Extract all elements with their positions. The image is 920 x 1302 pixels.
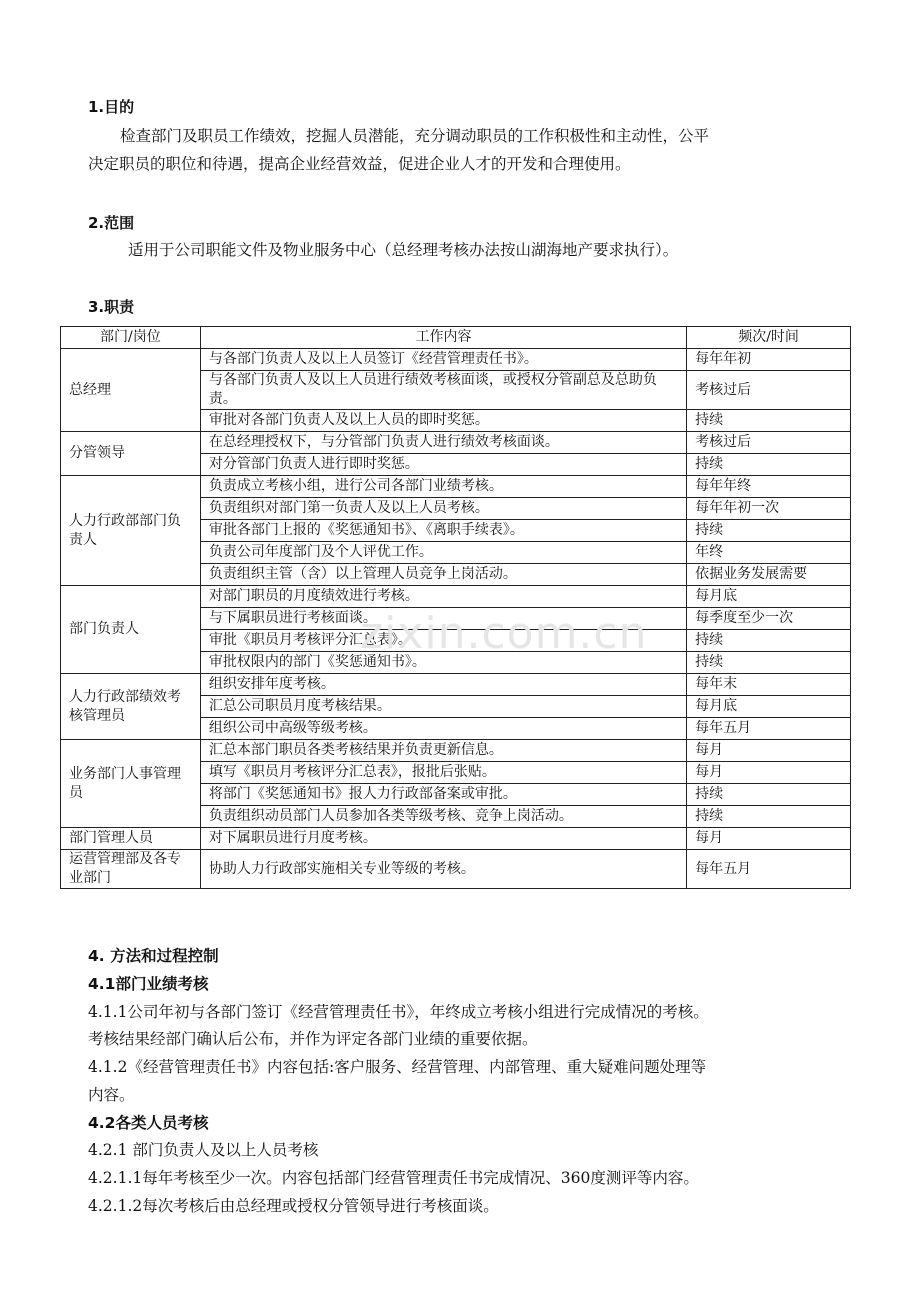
content-cell: 审批对各部门负责人及以上人员的即时奖惩。 [200,410,686,432]
frequency-cell: 每年末 [687,674,851,696]
content-cell: 将部门《奖惩通知书》报人力行政部备案或审批。 [200,784,686,806]
section-1-line-2: 决定职员的职位和待遇，提高企业经营效益，促进企业人才的开发和合理使用。 [88,155,631,173]
frequency-cell: 持续 [687,410,851,432]
content-cell: 组织公司中高级等级考核。 [200,718,686,740]
table-row [61,349,851,371]
frequency-cell: 依据业务发展需要 [687,564,851,586]
header-dept: 部门/岗位 [61,327,201,349]
section-4-title: 4. 方法和过程控制 [88,947,219,965]
section-4-1-title: 4.1部门业绩考核 [88,975,209,993]
frequency-cell: 每季度至少一次 [687,608,851,630]
frequency-cell: 每月 [687,762,851,784]
frequency-cell: 每月 [687,828,851,850]
frequency-cell: 持续 [687,784,851,806]
content-cell: 负责组织动员部门人员参加各类等级考核、竞争上岗活动。 [200,806,686,828]
content-cell: 填写《职员月考核评分汇总表》，报批后张贴。 [200,762,686,784]
section-4-2-1-2: 4.2.1.2每次考核后由总经理或授权分管领导进行考核面谈。 [88,1197,499,1215]
section-4-1-1-line-2: 考核结果经部门确认后公布，并作为评定各部门业绩的重要依据。 [88,1030,538,1048]
frequency-cell: 每年年初 [687,349,851,371]
content-cell: 对分管部门负责人进行即时奖惩。 [200,454,686,476]
content-cell: 协助人力行政部实施相关专业等级的考核。 [200,850,686,889]
content-cell: 组织安排年度考核。 [200,674,686,696]
table-row [61,850,851,889]
dept-cell: 业务部门人事管理员 [61,740,201,828]
frequency-cell: 每月底 [687,586,851,608]
dept-cell: 分管领导 [61,432,201,476]
header-frequency: 频次/时间 [687,327,851,349]
frequency-cell: 持续 [687,454,851,476]
frequency-cell: 每月底 [687,696,851,718]
section-4-2-1-1: 4.2.1.1每年考核至少一次。内容包括部门经营管理责任书完成情况、360度测评等内容。 [88,1169,699,1187]
section-2-title: 2.范围 [88,214,135,232]
section-1-line-1: 检查部门及职员工作绩效，挖掘人员潜能，充分调动职员的工作积极性和主动性，公平 [120,127,710,145]
dept-cell: 运营管理部及各专业部门 [61,850,201,889]
content-cell: 负责成立考核小组，进行公司各部门业绩考核。 [200,476,686,498]
header-content: 工作内容 [200,327,686,349]
dept-cell: 部门负责人 [61,586,201,674]
content-cell: 负责组织主管（含）以上管理人员竞争上岗活动。 [200,564,686,586]
frequency-cell: 每年年初一次 [687,498,851,520]
section-4-1-2-line-2: 内容。 [88,1086,135,1104]
content-cell: 与各部门负责人及以上人员签订《经营管理责任书》。 [200,349,686,371]
frequency-cell: 持续 [687,806,851,828]
frequency-cell: 考核过后 [687,432,851,454]
content-cell: 对部门职员的月度绩效进行考核。 [200,586,686,608]
frequency-cell: 考核过后 [687,371,851,410]
section-3-title: 3.职责 [88,298,135,316]
frequency-cell: 每年年终 [687,476,851,498]
content-cell: 对下属职员进行月度考核。 [200,828,686,850]
frequency-cell: 每年五月 [687,718,851,740]
dept-cell: 人力行政部部门负责人 [61,476,201,586]
content-cell: 负责组织对部门第一负责人及以上人员考核。 [200,498,686,520]
frequency-cell: 每年五月 [687,850,851,889]
frequency-cell: 持续 [687,630,851,652]
content-cell: 负责公司年度部门及个人评优工作。 [200,542,686,564]
table-row [61,432,851,454]
frequency-cell: 持续 [687,652,851,674]
section-4-1-2-line-1: 4.1.2《经营管理责任书》内容包括:客户服务、经营管理、内部管理、重大疑难问题处理等 [88,1058,707,1076]
table-row [61,828,851,850]
content-cell: 审批各部门上报的《奖惩通知书》、《离职手续表》。 [200,520,686,542]
table-header-row [61,327,851,349]
content-cell: 与各部门负责人及以上人员进行绩效考核面谈，或授权分管副总及总助负责。 [200,371,686,410]
table-row [61,476,851,498]
table-row [61,740,851,762]
frequency-cell: 持续 [687,520,851,542]
content-cell: 审批权限内的部门《奖惩通知书》。 [200,652,686,674]
dept-cell: 人力行政部绩效考核管理员 [61,674,201,740]
table-row [61,586,851,608]
watermark: zixin.com.cn [360,608,648,659]
frequency-cell: 年终 [687,542,851,564]
section-1-title: 1.目的 [88,98,135,116]
responsibility-table [60,326,851,889]
dept-cell: 总经理 [61,349,201,432]
section-4-1-1-line-1: 4.1.1公司年初与各部门签订《经营管理责任书》，年终成立考核小组进行完成情况的考核。 [88,1003,709,1021]
dept-cell: 部门管理人员 [61,828,201,850]
frequency-cell: 每月 [687,740,851,762]
content-cell: 汇总公司职员月度考核结果。 [200,696,686,718]
content-cell: 与下属职员进行考核面谈。 [200,608,686,630]
table-row [61,674,851,696]
content-cell: 汇总本部门职员各类考核结果并负责更新信息。 [200,740,686,762]
section-4-2-title: 4.2各类人员考核 [88,1114,209,1132]
content-cell: 审批《职员月考核评分汇总表》。 [200,630,686,652]
section-2-text: 适用于公司职能文件及物业服务中心（总经理考核办法按山湖海地产要求执行）。 [128,241,679,259]
section-4-2-1: 4.2.1 部门负责人及以上人员考核 [88,1141,319,1159]
content-cell: 在总经理授权下，与分管部门负责人进行绩效考核面谈。 [200,432,686,454]
